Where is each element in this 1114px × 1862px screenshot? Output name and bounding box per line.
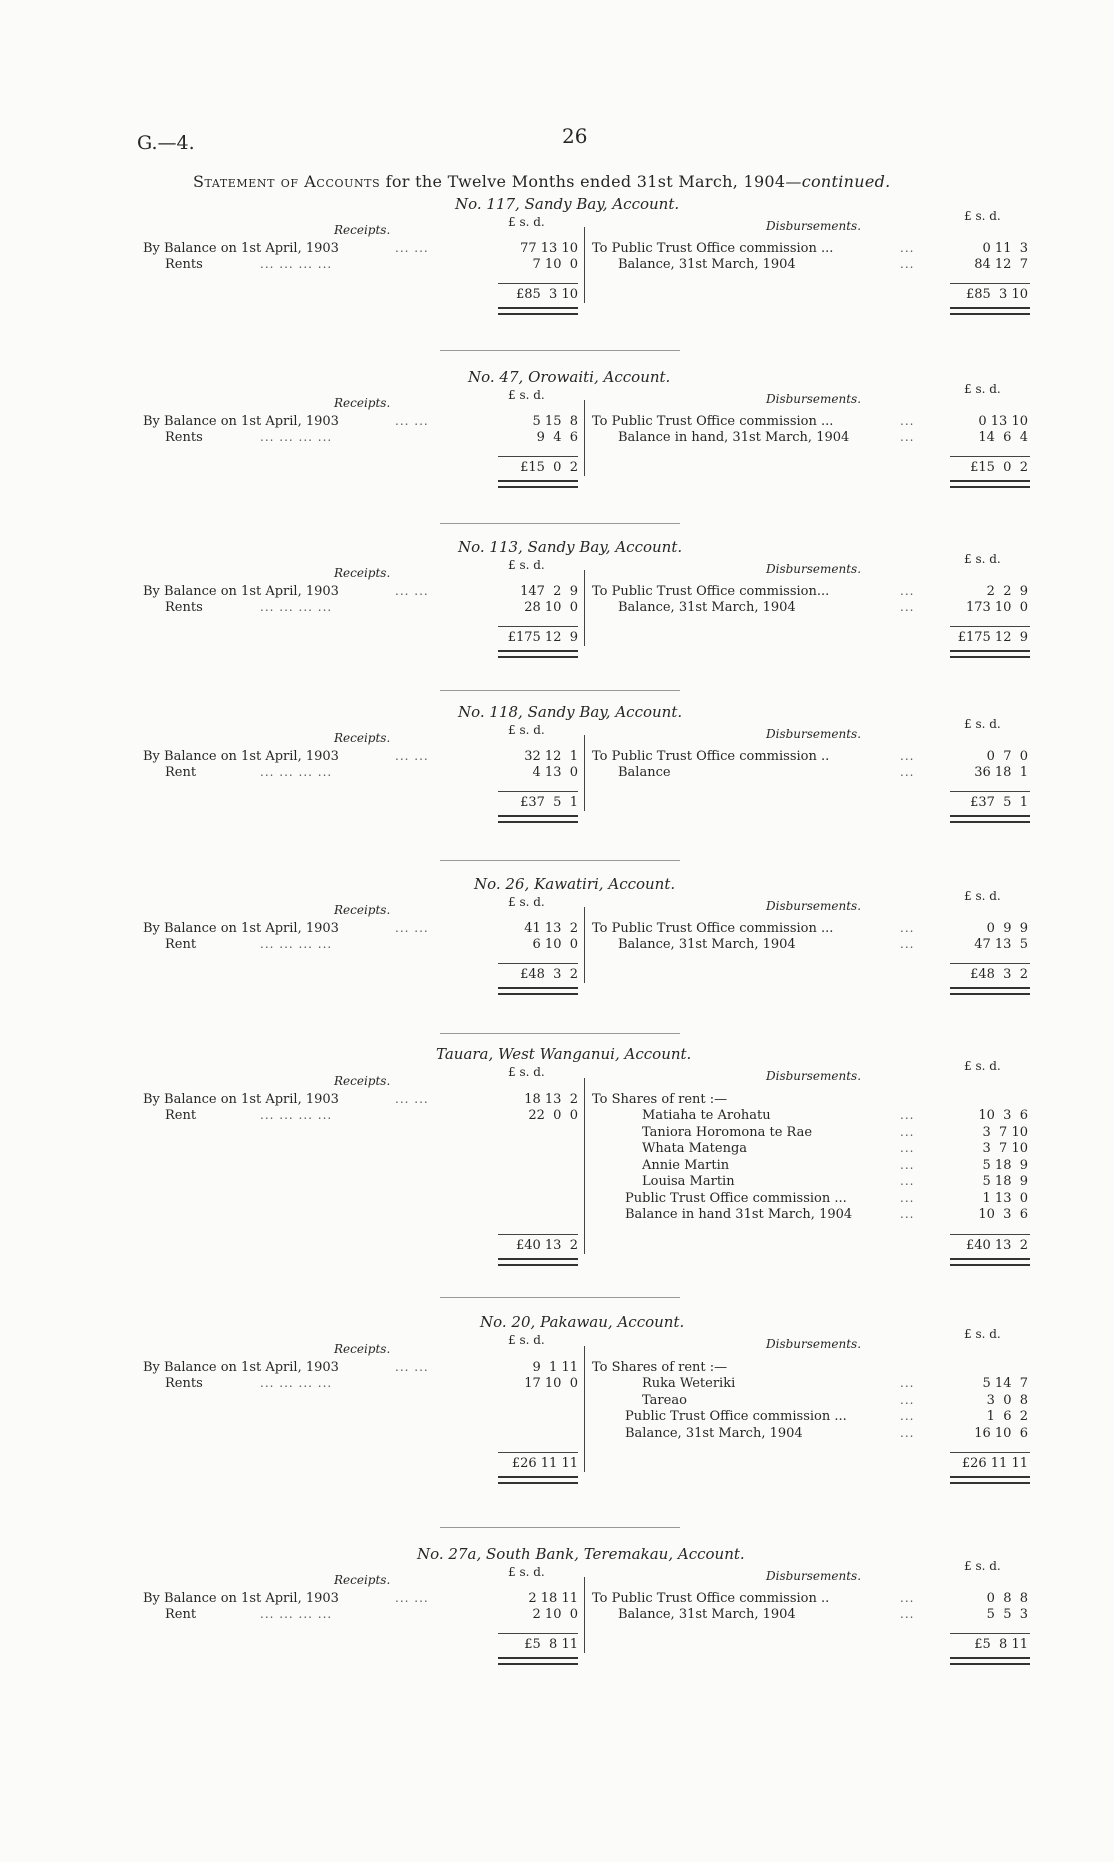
account-name: South Bank, Teremakau, <box>486 1545 674 1563</box>
section-divider <box>440 860 680 861</box>
receipts-total: £85 3 10 <box>515 287 578 302</box>
leader-dots: ... <box>900 257 915 271</box>
receipt-amount: 17 10 0 <box>524 1376 578 1391</box>
receipts-heading: Receipts. <box>334 1073 391 1088</box>
disbursement-label: Balance, 31st March, 1904 <box>618 600 796 615</box>
disbursement-amount: 16 10 6 <box>974 1425 1028 1441</box>
subtotal-rule <box>498 791 578 792</box>
receipts-total: £26 11 11 <box>511 1456 578 1471</box>
total-double-rule <box>950 650 1030 658</box>
receipt-label: By Balance on 1st April, 1903 <box>143 1591 339 1606</box>
account-name: Tauara, West Wanganui, <box>436 1045 620 1063</box>
receipt-amount: 2 10 0 <box>532 1607 578 1622</box>
disbursement-label: Taniora Horomona te Rae <box>642 1124 813 1140</box>
account-title <box>474 875 675 893</box>
disbursement-label: Ruka Weteriki <box>642 1376 736 1391</box>
total-double-rule <box>498 1476 578 1484</box>
disbursement-label: Balance in hand 31st March, 1904 <box>625 1207 853 1222</box>
disbursements-columns: £ s. d. <box>964 1059 1001 1073</box>
disbursements-columns: £ s. d. <box>964 1559 1001 1573</box>
receipt-label: By Balance on 1st April, 1903 <box>143 584 339 599</box>
disbursement-label: Balance, 31st March, 1904 <box>618 1607 796 1622</box>
disbursements-total: £40 13 2 <box>965 1237 1028 1253</box>
disbursement-label: Public Trust Office commission ... <box>625 1190 847 1206</box>
leader-dots: ... <box>900 241 915 255</box>
receipts-total: £40 13 2 <box>515 1237 578 1253</box>
total-double-rule <box>498 480 578 488</box>
leader-dots: ... ... ... ... <box>260 937 333 951</box>
account-title <box>455 195 679 213</box>
disbursement-amount: 5 14 7 <box>982 1376 1028 1391</box>
subtotal-rule <box>498 1234 578 1235</box>
disbursements-columns: £ s. d. <box>964 209 1001 223</box>
account-title <box>436 1045 691 1063</box>
account-block <box>0 538 1114 645</box>
subtotal-rule <box>498 456 578 457</box>
receipts-heading: Receipts. <box>334 731 391 745</box>
disbursement-amount: 1 6 2 <box>986 1409 1028 1424</box>
receipt-label: By Balance on 1st April, 1903 <box>143 414 339 429</box>
column-separator <box>584 1577 585 1653</box>
receipt-label: By Balance on 1st April, 1903 <box>143 1359 339 1375</box>
receipt-label: By Balance on 1st April, 1903 <box>143 749 339 764</box>
leader-dots: ... <box>900 1376 915 1390</box>
leader-dots: ... ... ... ... <box>260 765 333 779</box>
account-number: No. 47, <box>468 368 524 386</box>
receipts-columns: £ s. d. <box>508 1565 545 1579</box>
receipts-columns: £ s. d. <box>508 558 545 572</box>
receipt-label: Rents <box>165 600 203 615</box>
leader-dots: ... ... ... ... <box>260 430 333 444</box>
subtotal-rule <box>498 1633 578 1634</box>
total-double-rule <box>498 987 578 995</box>
disbursement-label: Balance <box>618 765 671 780</box>
receipt-amount: 6 10 0 <box>532 937 578 952</box>
disbursements-heading: Disbursements. <box>766 727 862 741</box>
leader-dots: ... <box>900 430 915 444</box>
subtotal-rule <box>498 963 578 964</box>
disbursements-heading: Disbursements. <box>766 1069 862 1083</box>
column-separator <box>584 400 585 476</box>
page-number: 26 <box>562 124 588 148</box>
disbursement-label: To Public Trust Office commission .. <box>592 1591 830 1606</box>
leader-dots: ... <box>900 1409 915 1423</box>
total-double-rule <box>950 1476 1030 1484</box>
disbursements-heading: Disbursements. <box>766 562 862 576</box>
account-suffix: Account. <box>617 1313 685 1331</box>
disbursement-label: Louisa Martin <box>642 1174 735 1189</box>
column-separator <box>584 1346 585 1473</box>
receipt-label: By Balance on 1st April, 1903 <box>143 921 339 936</box>
column-separator <box>584 570 585 646</box>
disbursements-columns: £ s. d. <box>964 552 1001 566</box>
column-separator <box>584 907 585 983</box>
disbursements-total: £37 5 1 <box>970 795 1028 810</box>
disbursements-columns: £ s. d. <box>964 889 1001 903</box>
account-suffix: Account. <box>615 538 683 556</box>
account-name: Sandy Bay, <box>527 538 611 556</box>
leader-dots: ... <box>900 921 915 935</box>
disbursement-label: To Public Trust Office commission ... <box>592 921 834 936</box>
account-suffix: Account. <box>608 875 676 893</box>
disbursement-label: To Public Trust Office commission ... <box>592 241 834 256</box>
receipt-label: Rent <box>165 937 197 952</box>
section-divider <box>440 1033 680 1034</box>
leader-dots: ... <box>900 749 915 763</box>
disbursement-amount: 0 13 10 <box>978 414 1028 429</box>
receipts-columns: £ s. d. <box>508 723 545 737</box>
subtotal-rule <box>950 1452 1030 1453</box>
disbursement-label: Balance, 31st March, 1904 <box>625 1425 803 1441</box>
receipts-columns: £ s. d. <box>508 895 545 909</box>
receipt-label: Rent <box>165 1607 197 1622</box>
disbursement-amount: 0 7 0 <box>986 749 1028 764</box>
disbursements-total: £85 3 10 <box>965 287 1028 302</box>
disbursements-heading: Disbursements. <box>766 899 862 913</box>
disbursement-amount: 3 7 10 <box>982 1141 1028 1156</box>
disbursement-amount: 0 11 3 <box>982 241 1028 256</box>
disbursement-amount: 173 10 0 <box>965 600 1028 615</box>
account-name: Orowaiti, <box>528 368 599 386</box>
disbursements-total: £48 3 2 <box>970 967 1028 982</box>
disbursement-label: Balance, 31st March, 1904 <box>618 937 796 952</box>
receipt-label: Rents <box>165 1376 203 1391</box>
disbursement-amount: 0 9 9 <box>986 921 1028 936</box>
receipts-total: £37 5 1 <box>520 795 578 810</box>
disbursement-label: To Public Trust Office commission .. <box>592 749 830 764</box>
total-double-rule <box>498 1258 578 1266</box>
account-number: No. 26, <box>474 875 530 893</box>
receipt-label: By Balance on 1st April, 1903 <box>143 1091 339 1107</box>
disbursement-amount: 3 0 8 <box>986 1392 1028 1408</box>
leader-dots: ... ... <box>395 1591 429 1605</box>
column-separator <box>584 735 585 811</box>
subtotal-rule <box>950 963 1030 964</box>
total-double-rule <box>950 1657 1030 1665</box>
subtotal-rule <box>950 626 1030 627</box>
section-divider <box>440 523 680 524</box>
disbursement-label: Matiaha te Arohatu <box>642 1108 771 1123</box>
disbursements-columns: £ s. d. <box>964 717 1001 731</box>
account-title <box>417 1545 745 1563</box>
disbursement-label: To Shares of rent :— <box>592 1091 728 1107</box>
receipt-amount: 2 18 11 <box>528 1591 578 1606</box>
leader-dots: ... ... <box>395 1359 429 1374</box>
subtotal-rule <box>498 626 578 627</box>
receipts-columns: £ s. d. <box>508 1065 545 1079</box>
subtotal-rule <box>950 791 1030 792</box>
disbursement-label: Balance in hand, 31st March, 1904 <box>618 430 850 445</box>
leader-dots: ... <box>900 1591 915 1605</box>
disbursements-heading: Disbursements. <box>766 1569 862 1583</box>
receipt-amount: 41 13 2 <box>524 921 578 936</box>
total-double-rule <box>950 815 1030 823</box>
account-block <box>0 1313 1114 1471</box>
receipts-total: £48 3 2 <box>520 967 578 982</box>
total-double-rule <box>950 1258 1030 1266</box>
disbursements-columns: £ s. d. <box>964 382 1001 396</box>
statement-title-prefix: Statement of Accounts <box>193 172 381 191</box>
receipt-amount: 77 13 10 <box>520 241 578 256</box>
leader-dots: ... ... ... ... <box>260 257 333 271</box>
leader-dots: ... <box>900 1157 915 1172</box>
disbursement-amount: 5 18 9 <box>982 1157 1028 1173</box>
receipt-amount: 7 10 0 <box>532 257 578 272</box>
receipts-heading: Receipts. <box>334 903 391 917</box>
leader-dots: ... ... <box>395 749 429 763</box>
disbursements-total: £15 0 2 <box>970 460 1028 475</box>
leader-dots: ... ... <box>395 1091 429 1106</box>
disbursements-heading: Disbursements. <box>766 1337 862 1351</box>
leader-dots: ... ... ... ... <box>260 600 333 614</box>
receipt-amount: 5 15 8 <box>532 414 578 429</box>
subtotal-rule <box>950 1633 1030 1634</box>
account-number: No. 118, <box>458 703 523 721</box>
account-title <box>458 703 682 721</box>
receipt-amount: 18 13 2 <box>524 1091 578 1107</box>
account-name: Kawatiri, <box>534 875 604 893</box>
account-suffix: Account. <box>615 703 683 721</box>
column-separator <box>584 227 585 303</box>
leader-dots: ... ... ... ... <box>260 1607 333 1621</box>
account-number: No. 113, <box>458 538 523 556</box>
receipt-label: By Balance on 1st April, 1903 <box>143 241 339 256</box>
account-suffix: Account. <box>677 1545 745 1563</box>
disbursement-label: To Public Trust Office commission... <box>592 584 830 599</box>
disbursement-amount: 2 2 9 <box>986 584 1028 599</box>
disbursement-label: Annie Martin <box>642 1157 730 1173</box>
receipt-amount: 22 0 0 <box>528 1108 578 1123</box>
account-name: Sandy Bay, <box>527 703 611 721</box>
disbursement-amount: 5 5 3 <box>986 1607 1028 1622</box>
leader-dots: ... ... <box>395 921 429 935</box>
account-suffix: Account. <box>603 368 671 386</box>
account-name: Pakawau, <box>540 1313 613 1331</box>
disbursement-label: Balance, 31st March, 1904 <box>618 257 796 272</box>
total-double-rule <box>498 815 578 823</box>
leader-dots: ... <box>900 1174 915 1188</box>
account-title <box>458 538 682 556</box>
account-block <box>0 195 1114 302</box>
receipt-label: Rent <box>165 765 197 780</box>
receipts-columns: £ s. d. <box>508 388 545 402</box>
receipt-label: Rents <box>165 257 203 272</box>
disbursement-amount: 10 3 6 <box>978 1108 1028 1123</box>
receipt-amount: 28 10 0 <box>524 600 578 615</box>
page-reference: G.—4. <box>137 132 195 154</box>
receipts-heading: Receipts. <box>334 223 391 237</box>
leader-dots: ... <box>900 765 915 779</box>
statement-title-main: for the Twelve Months ended 31st March, 1904 <box>380 172 786 191</box>
section-divider <box>440 1527 680 1528</box>
disbursement-label: Tareao <box>642 1392 687 1408</box>
subtotal-rule <box>950 1234 1030 1235</box>
total-double-rule <box>498 1657 578 1665</box>
disbursement-amount: 3 7 10 <box>982 1124 1028 1140</box>
account-number: No. 27a, <box>417 1545 482 1563</box>
receipts-heading: Receipts. <box>334 566 391 580</box>
disbursement-label: To Public Trust Office commission ... <box>592 414 834 429</box>
total-double-rule <box>950 987 1030 995</box>
leader-dots: ... <box>900 600 915 614</box>
subtotal-rule <box>498 1452 578 1453</box>
account-number: No. 20, <box>480 1313 536 1331</box>
disbursement-amount: 0 8 8 <box>986 1591 1028 1606</box>
leader-dots: ... <box>900 1108 915 1122</box>
receipts-heading: Receipts. <box>334 1341 391 1356</box>
receipts-heading: Receipts. <box>334 396 391 410</box>
subtotal-rule <box>498 283 578 284</box>
disbursements-columns: £ s. d. <box>964 1327 1001 1341</box>
receipts-columns: £ s. d. <box>508 215 545 229</box>
receipt-label: Rent <box>165 1108 197 1123</box>
column-separator <box>584 1078 585 1254</box>
leader-dots: ... ... ... ... <box>260 1376 333 1390</box>
total-double-rule <box>498 650 578 658</box>
account-suffix: Account. <box>612 195 680 213</box>
receipts-heading: Receipts. <box>334 1573 391 1587</box>
disbursement-amount: 10 3 6 <box>978 1207 1028 1222</box>
leader-dots: ... <box>900 1190 915 1205</box>
total-double-rule <box>950 307 1030 315</box>
receipt-amount: 32 12 1 <box>524 749 578 764</box>
account-name: Sandy Bay, <box>524 195 608 213</box>
disbursements-total: £175 12 9 <box>957 630 1028 645</box>
receipt-amount: 4 13 0 <box>532 765 578 780</box>
statement-title <box>193 172 891 191</box>
disbursement-amount: 36 18 1 <box>974 765 1028 780</box>
statement-title-suffix: —continued. <box>785 172 891 191</box>
account-block <box>0 703 1114 810</box>
leader-dots: ... <box>900 1141 915 1155</box>
receipts-total: £5 8 11 <box>524 1637 578 1652</box>
disbursement-amount: 47 13 5 <box>974 937 1028 952</box>
disbursement-amount: 84 12 7 <box>974 257 1028 272</box>
account-block <box>0 1045 1114 1253</box>
account-title <box>468 368 670 386</box>
subtotal-rule <box>950 283 1030 284</box>
receipt-amount: 9 4 6 <box>536 430 578 445</box>
total-double-rule <box>950 480 1030 488</box>
disbursement-label: Whata Matenga <box>642 1141 748 1156</box>
disbursement-label: To Shares of rent :— <box>592 1359 728 1375</box>
leader-dots: ... ... <box>395 241 429 255</box>
section-divider <box>440 350 680 351</box>
account-suffix: Account. <box>624 1045 692 1063</box>
disbursements-heading: Disbursements. <box>766 392 862 406</box>
account-block <box>0 1545 1114 1652</box>
leader-dots: ... ... <box>395 584 429 598</box>
disbursements-total: £26 11 11 <box>961 1456 1028 1471</box>
disbursement-amount: 5 18 9 <box>982 1174 1028 1189</box>
receipts-total: £175 12 9 <box>507 630 578 645</box>
leader-dots: ... <box>900 937 915 951</box>
leader-dots: ... ... <box>395 414 429 428</box>
leader-dots: ... <box>900 1207 915 1221</box>
leader-dots: ... <box>900 1607 915 1621</box>
total-double-rule <box>498 307 578 315</box>
receipt-label: Rents <box>165 430 203 445</box>
account-title <box>480 1313 684 1331</box>
account-number: No. 117, <box>455 195 520 213</box>
subtotal-rule <box>950 456 1030 457</box>
disbursement-amount: 1 13 0 <box>982 1190 1028 1206</box>
account-block <box>0 875 1114 982</box>
receipt-amount: 147 2 9 <box>520 584 578 599</box>
account-block <box>0 368 1114 475</box>
leader-dots: ... <box>900 414 915 428</box>
receipt-amount: 9 1 11 <box>532 1359 578 1375</box>
section-divider <box>440 690 680 691</box>
section-divider <box>440 1297 680 1298</box>
leader-dots: ... <box>900 1392 915 1407</box>
disbursements-total: £5 8 11 <box>974 1637 1028 1652</box>
leader-dots: ... <box>900 584 915 598</box>
leader-dots: ... <box>900 1425 915 1440</box>
leader-dots: ... <box>900 1124 915 1139</box>
disbursements-heading: Disbursements. <box>766 219 862 233</box>
disbursement-label: Public Trust Office commission ... <box>625 1409 847 1424</box>
leader-dots: ... ... ... ... <box>260 1108 333 1122</box>
disbursement-amount: 14 6 4 <box>978 430 1028 445</box>
receipts-total: £15 0 2 <box>520 460 578 475</box>
receipts-columns: £ s. d. <box>508 1333 545 1347</box>
